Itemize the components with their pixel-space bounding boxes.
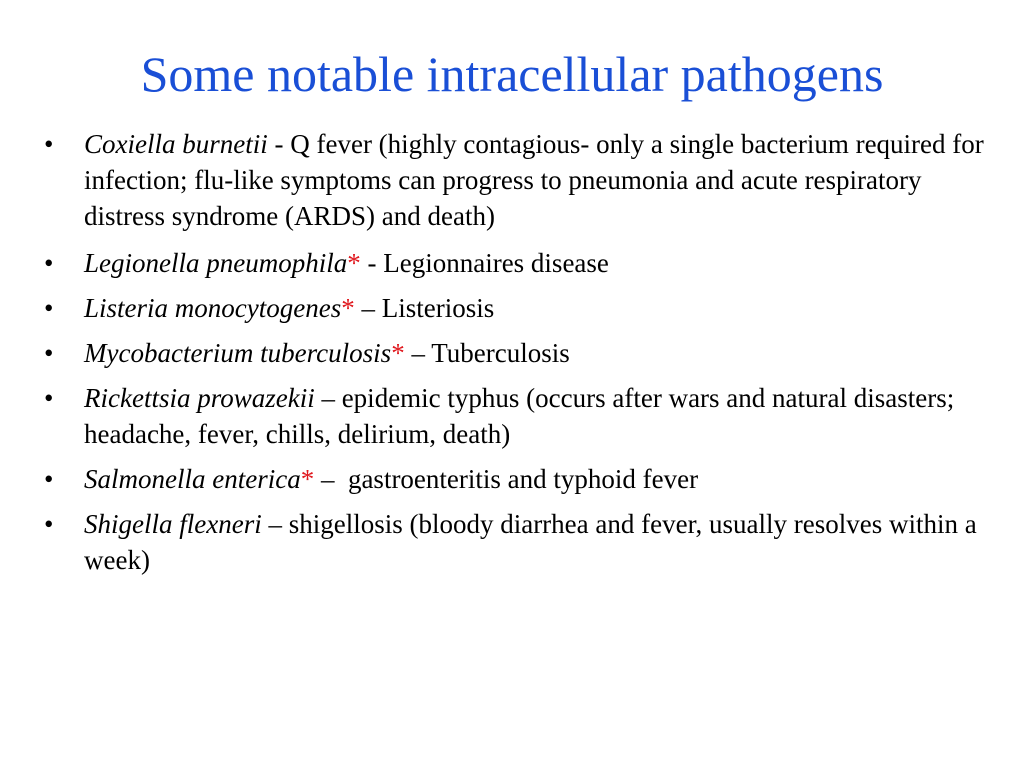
species-name: Legionella pneumophila (84, 248, 348, 278)
bullet-dot-icon: • (44, 338, 54, 368)
species-name: Salmonella enterica (84, 464, 301, 494)
bullet-item-salmonella (44, 461, 1004, 497)
separator: – (314, 383, 342, 413)
species-name: Listeria monocytogenes (84, 293, 342, 323)
species-name: Shigella flexneri (84, 509, 262, 539)
separator: – (354, 293, 382, 323)
slide-title: Some notable intracellular pathogens (140, 46, 884, 102)
bullet-dot-icon: • (44, 248, 54, 278)
disease-description: shigellosis (bloody diarrhea and fever, usually resolves within a week) (84, 509, 977, 575)
bullet-item-shigella (44, 506, 1004, 578)
star-marker: * (347, 248, 361, 278)
separator: – (404, 338, 432, 368)
species-name: Mycobacterium tuberculosis (84, 338, 392, 368)
bullet-dot-icon: • (44, 509, 54, 539)
bullet-dot-icon: • (44, 293, 54, 323)
species-name: Rickettsia prowazekii (84, 383, 315, 413)
disease-description: Legionnaires disease (383, 248, 609, 278)
star-marker: * (300, 464, 315, 494)
bullet-item-listeria (44, 290, 1004, 326)
bullet-item-legionella (44, 245, 1004, 281)
disease-description: Listeriosis (381, 293, 495, 323)
disease-description: Tuberculosis (431, 338, 570, 368)
disease-description: Q fever (highly contagious- only a single bacterium required for infection; flu-like symptoms can progress to pneumonia and acute respiratory distress syndrome (ARDS) and death) (84, 129, 984, 231)
separator: – (314, 464, 348, 494)
star-marker: * (391, 338, 405, 368)
bullet-dot-icon: • (44, 129, 54, 159)
separator: - (267, 129, 291, 159)
separator: - (360, 248, 384, 278)
bullet-item-coxiella (44, 126, 1004, 234)
species-name: Coxiella burnetii (84, 129, 268, 159)
bullet-list (44, 126, 1004, 587)
bullet-dot-icon: • (44, 383, 54, 413)
separator: – (261, 509, 289, 539)
disease-description: gastroenteritis and typhoid fever (347, 464, 699, 494)
bullet-item-mycobacterium (44, 335, 1004, 371)
disease-description: epidemic typhus (occurs after wars and natural disasters; headache, fever, chills, delirium, death) (84, 383, 955, 449)
bullet-dot-icon: • (44, 464, 54, 494)
star-marker: * (341, 293, 355, 323)
bullet-item-rickettsia (44, 380, 1004, 452)
